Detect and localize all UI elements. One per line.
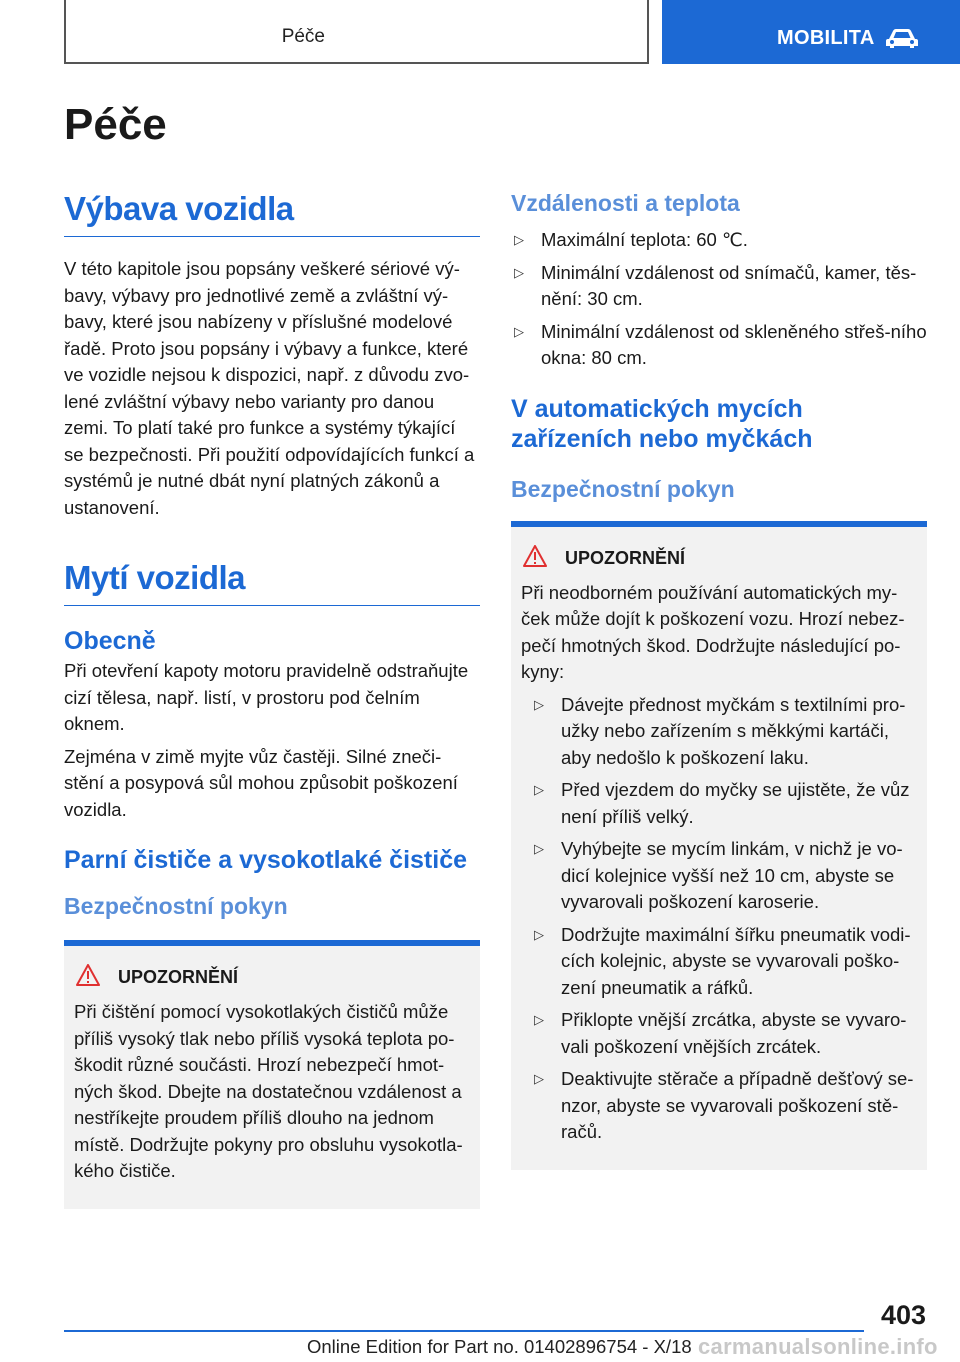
warning-body: Při čištění pomocí vysokotlakých čističů může příliš vysoký tlak nebo příliš vysoká teplota po-škodit různé součásti. Hrozí nebezpečí hmot-ných škod. Dbejte na dostatečnou vzdálenost a nestříkejte proudem příliš dlouho na jednom místě. Dodržujte pokyny pro obsluhu vysokotla-kého čističe. [74,1001,463,1181]
bullet-triangle-icon: ▷ [514,264,524,280]
warning-title [76,964,470,991]
watermark: carmanualsonline.info [698,1334,938,1359]
general-heading: Obecně [64,627,156,655]
warning-label: UPOZORNĚNÍ [565,547,686,568]
general-paragraph-1: Při otevření kapoty motoru pravidelně odstraňujte cizí tělesa, např. listí, v prostoru pod čelním oknem. [64,660,469,734]
bullet-triangle-icon: ▷ [534,696,544,712]
footer-divider [64,1330,864,1332]
left-column [64,190,480,1209]
warning-body: Při neodborném používání automatických my-ček může dojít k poškození vozu. Hrozí nebez-pečí hmotných škod. Dodržujte následující po-kyny: [521,581,905,682]
safety-note-heading: Bezpečnostní pokyn [511,475,735,502]
list-item: ▷ Dávejte přednost myčkám s textilními pro-užky nebo zařízením s měkkými kartáči, aby nedošlo k poškození laku. [534,693,906,768]
list-item: ▷ Maximální teplota: 60 ℃. [511,227,927,254]
page-number: 403 [881,1300,927,1330]
list-item: ▷ Dodržujte maximální šířku pneumatik vodi-cích kolejnic, abyste se vyvarovali poško-zení pneumatik a ráfků. [534,923,911,998]
bullet-triangle-icon: ▷ [534,782,544,797]
washing-heading: Mytí vozidla [64,559,480,606]
page-title: Péče [64,100,167,149]
bullet-triangle-icon: ▷ [514,323,524,339]
warning-box [511,521,927,1170]
bullet-triangle-icon: ▷ [534,1012,544,1027]
edition-text: Online Edition for Part no. 01402896754 - X/18 [307,1336,692,1357]
header-section-label: Péče [281,26,325,47]
mobility-tab[interactable] [662,0,960,64]
warning-box [64,940,480,1209]
header-box [64,0,649,64]
warning-triangle-icon [76,964,118,991]
mobility-tab-label: MOBILITA [777,27,875,49]
warning-title [523,545,917,572]
list-item: ▷ Minimální vzdálenost od snímačů, kamer, těs-nění: 30 cm. [514,261,917,309]
equipment-paragraph: V této kapitole jsou popsány veškeré sériové vý-bavy, výbavy pro jednotlivé země a zvláštní vý-bavy, které jsou nabízeny v příslušné modelové řadě. Proto jsou popsány i výbavy a funkce, které ve vozidle nejsou k dispozici, např. z důvodu zvo-lené zvláštní výbavy nebo varianty pro danou zemi. To platí také pro funkce a systémy týkající se bezpečnosti. Při použití odpovídajících funkcí a systémů je nutné dbát nyní platných zákonů a ustanovení. [64,258,475,518]
list-item: ▷ Před vjezdem do myčky se ujistěte, že vůz není příliš velký. [534,779,910,827]
list-item: ▷ Vyhýbejte se mycím linkám, v nichž je vo-dicí kolejnice vyšší než 10 cm, abyste se vyvarovali poškození karoserie. [534,838,903,912]
bullet-triangle-icon: ▷ [534,841,544,856]
equipment-heading: Výbava vozidla [64,190,480,237]
car-wash-heading: V automatických mycích zařízeních nebo myčkách [511,394,813,453]
steam-cleaner-heading: Parní čističe a vysokotlaké čističe [64,846,468,874]
list-item: ▷ Minimální vzdálenost od skleněného střeš-ního okna: 80 cm. [514,320,927,368]
safety-note-heading: Bezpečnostní pokyn [64,893,288,919]
general-paragraph-2: Zejména v zimě myjte vůz častěji. Silné zneči-stění a posypová sůl mohou způsobit poškození vozidla. [64,745,458,820]
list-item: ▷ Přiklopte vnější zrcátka, abyste se vyvaro-vali poškození vnějších zrcátek. [534,1009,907,1057]
car-icon [885,27,919,54]
right-column [511,190,927,1170]
warning-triangle-icon [523,545,565,572]
bullet-triangle-icon: ▷ [534,1071,544,1086]
bullet-triangle-icon: ▷ [514,232,524,247]
bullet-triangle-icon: ▷ [534,926,544,942]
warning-label: UPOZORNĚNÍ [118,967,239,987]
list-item: ▷ Deaktivujte stěrače a případně dešťový se-nzor, abyste se vyvarovali poškození stě-račů. [534,1068,914,1142]
distance-heading: Vzdálenosti a teplota [511,190,740,216]
